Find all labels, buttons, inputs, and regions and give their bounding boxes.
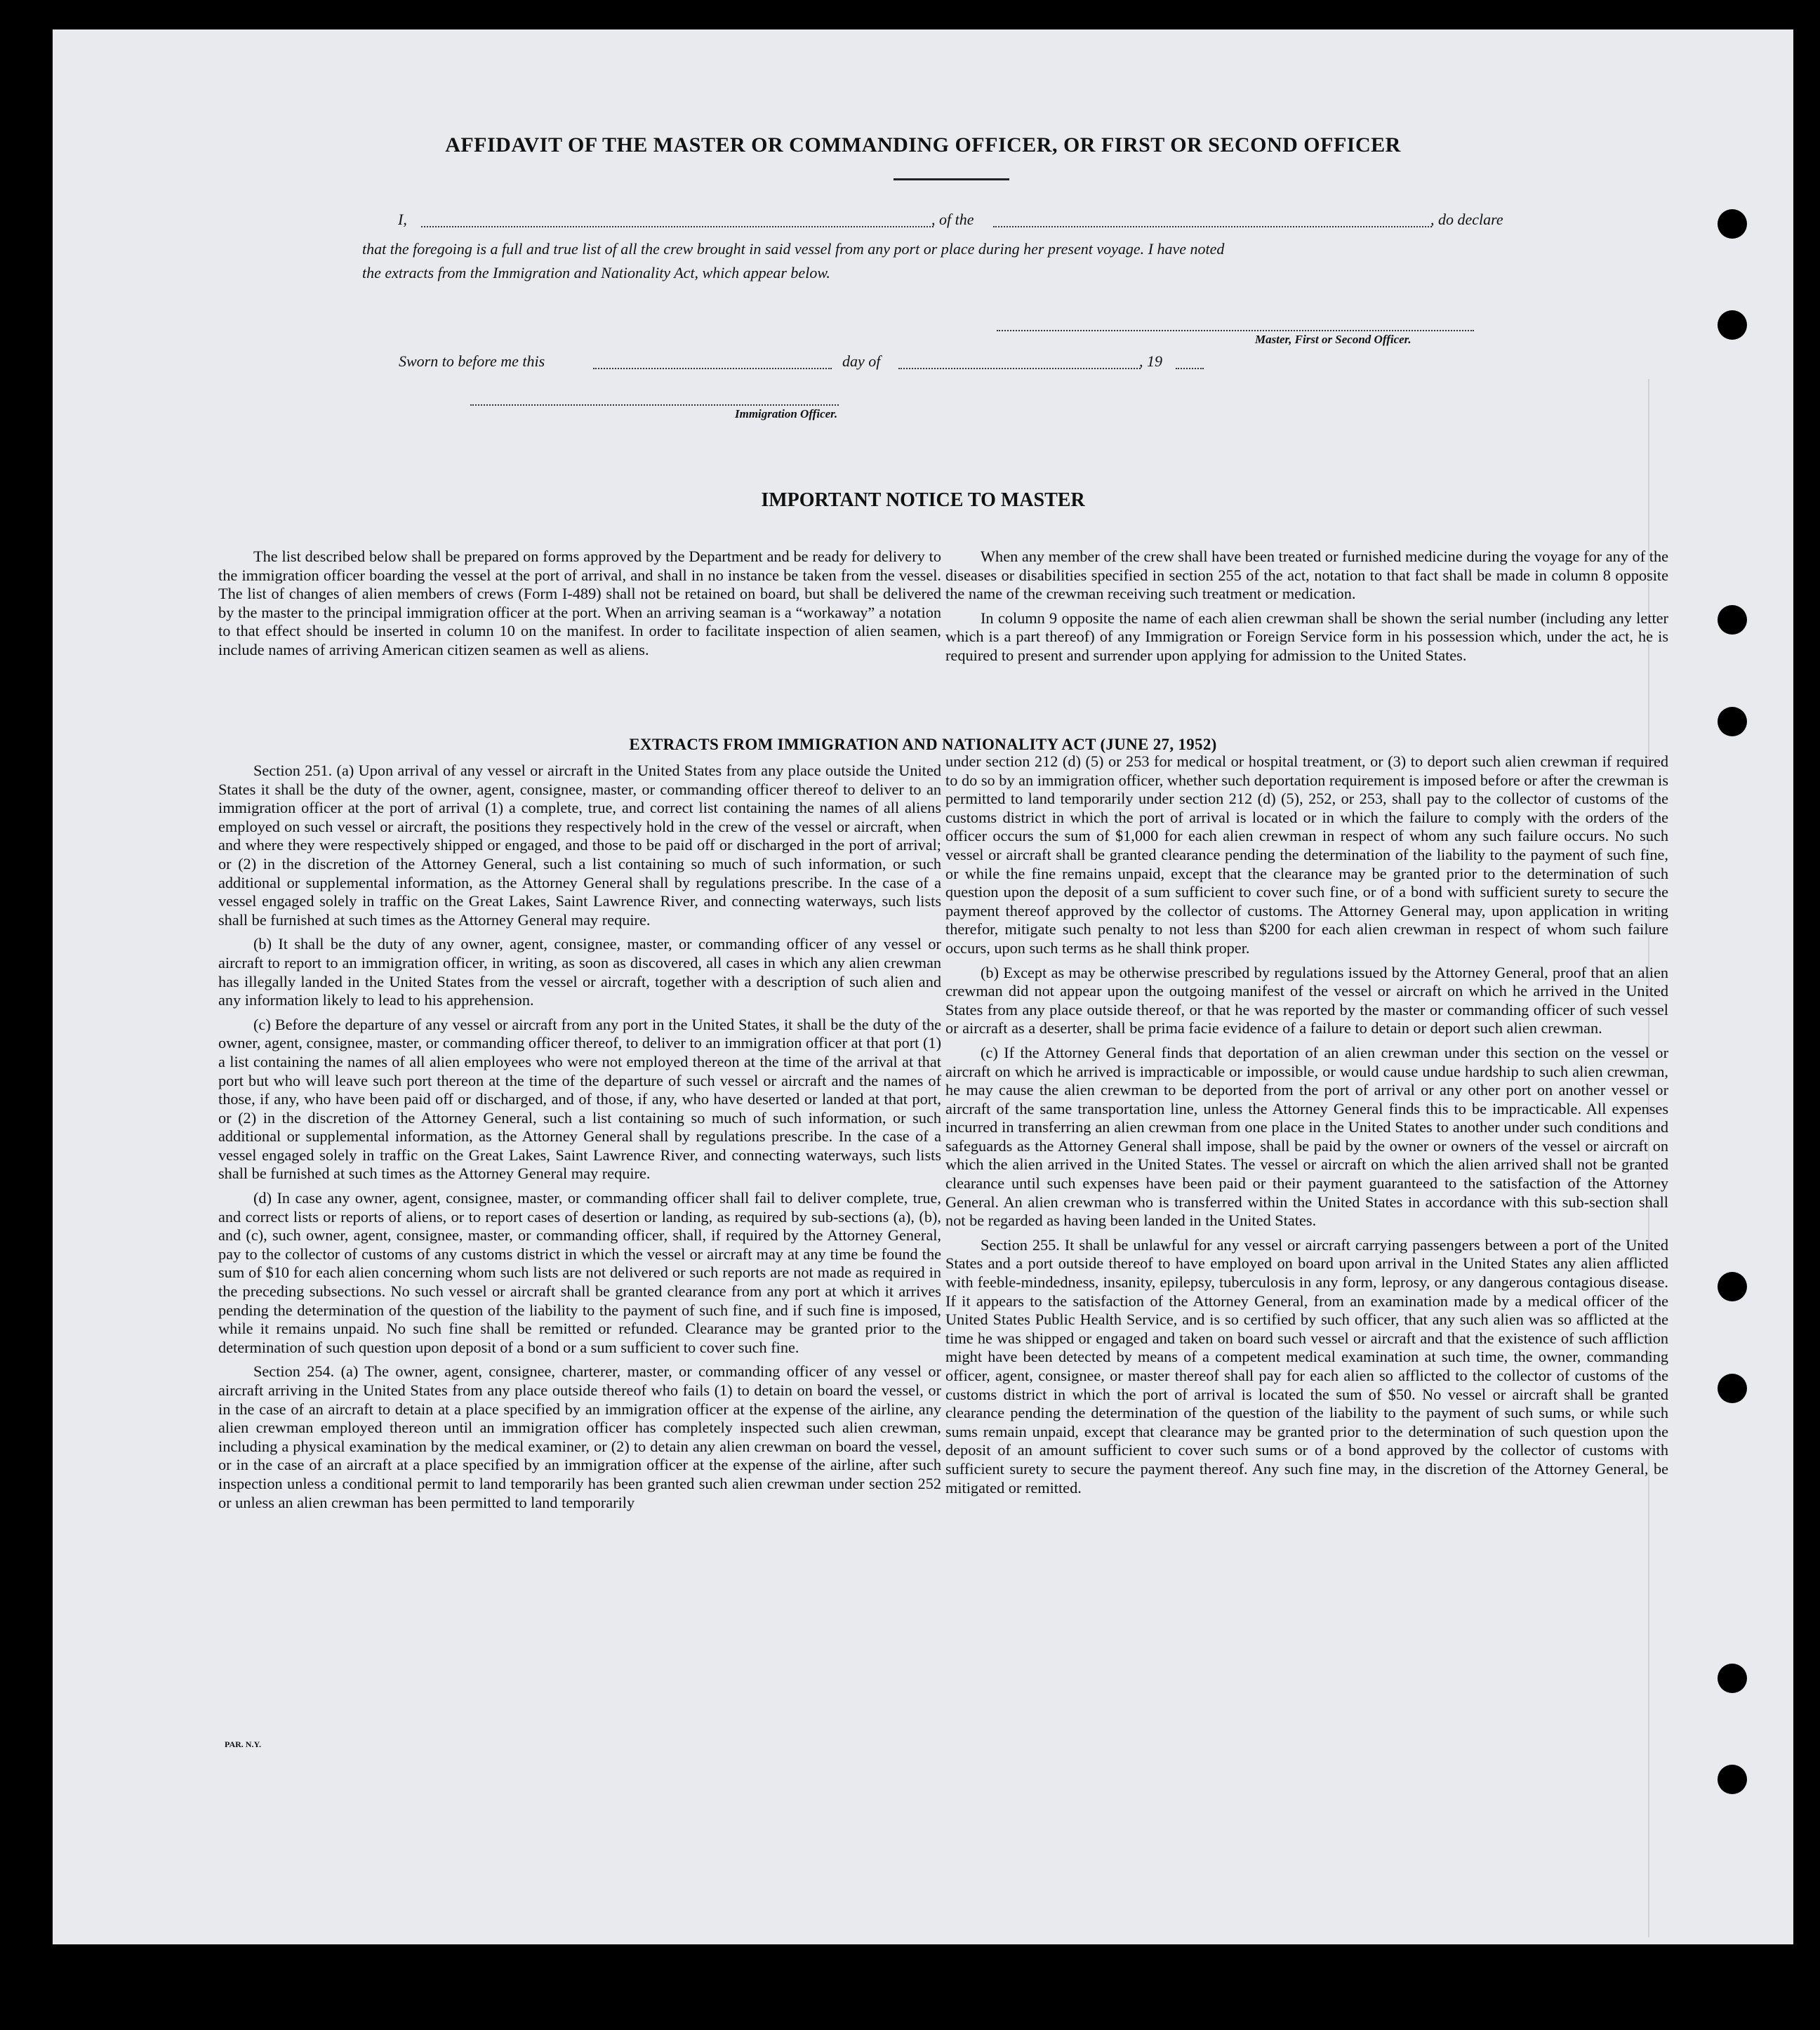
declarant-name-line[interactable] xyxy=(421,226,934,227)
document-page xyxy=(53,29,1793,1944)
punch-hole xyxy=(1718,1765,1747,1794)
printer-mark: PAR. N.Y. xyxy=(225,1739,262,1749)
declaration-statement-line1: that the foregoing is a full and true list of all the crew brought in said vessel from any port or place during her present voyage. I have noted xyxy=(362,240,1225,258)
section-251-a: Section 251. (a) Upon arrival of any vessel or aircraft in the United States from any place outside the United States it shall be the duty of the owner, agent, consignee, master, or commanding officer thereof to deliver to an immigration officer at the port of arrival (1) a complete, true, and correct list containing the names of all aliens employed on such vessel or aircraft, the positions they respectively hold in the crew of the vessel or aircraft, when and where they were respectively shipped or engaged, and those to be paid off or discharged in the port of arrival; or (2) in the discretion of the Attorney General, such a list containing so much of such information, or such additional or supplemental information, as the Attorney General shall by regulations prescribe. In the case of a vessel engaged solely in traffic on the Great Lakes, Saint Lawrence River, and connecting waterways, such lists shall be furnished at such times as the Attorney General may require. xyxy=(218,762,941,929)
sworn-month-line[interactable] xyxy=(898,368,1141,369)
section-251-d: (d) In case any owner, agent, consignee, master, or commanding officer shall fail to deliver complete, true, and correct lists or reports of aliens, or to report cases of desertion or landing, as required by sub-sections (a), (b), and (c), such owner, agent, consignee, master, or commanding officer, shall, if required by the Attorney General, pay to the collector of customs of any customs district in which the vessel or aircraft may at any time be found the sum of $10 for each alien concerning whom such lists are not delivered or such reports are not made as required in the preceding subsections. No such vessel or aircraft shall be granted clearance from any port at which it arrives pending the determination of the question of the liability to the payment of such fine, and if such fine is imposed, while it remains unpaid. No such fine shall be remitted or refunded. Clearance may be granted prior to the determination of such question upon deposit of a bond or a sum sufficient to cover such fine. xyxy=(218,1189,941,1356)
section-254-b: (b) Except as may be otherwise prescribed by regulations issued by the Attorney General, proof that an alien crewman did not appear upon the outgoing manifest of the vessel or aircraft on which he arrived in the United States from any place outside thereof, or that he was reported by the master or commanding officer of such vessel or aircraft as a deserter, shall be prima facie evidence of a failure to detain or deport such alien crewman. xyxy=(945,963,1668,1037)
day-of-label: day of xyxy=(842,352,881,370)
punch-hole xyxy=(1718,209,1747,239)
notice-title: IMPORTANT NOTICE TO MASTER xyxy=(761,489,1085,511)
section-254-a: Section 254. (a) The owner, agent, consignee, charterer, master, or commanding officer of any vessel or aircraft arriving in the United States from any place outside thereof who fails (1) to detain on board the vessel, or in the case of an aircraft to detain at a place specified by an immigration officer at the expense of the airline, any alien crewman employed thereon until an immigration officer has completely inspected such alien crewman, including a physical examination by the medical examiner, or (2) to detain any alien crewman on board the vessel, or in the case of an aircraft at a place specified by an immigration officer at the expense of the airline, after such inspection unless a conditional permit to land temporarily has been granted such alien crewman under section 252 or unless an alien crewman has been permitted to land temporarily xyxy=(218,1362,941,1511)
officer-signature-line[interactable] xyxy=(470,404,839,406)
of-the-label: , of the xyxy=(931,211,974,228)
notice-left-column xyxy=(218,548,941,665)
sworn-day-line[interactable] xyxy=(593,368,832,369)
declaration-statement-line2: the extracts from the Immigration and Nationality Act, which appear below. xyxy=(362,264,830,281)
year-label: , 19 xyxy=(1139,352,1162,370)
title-divider xyxy=(894,178,1009,180)
officer-signature-caption: Immigration Officer. xyxy=(735,407,838,420)
section-251-c: (c) Before the departure of any vessel or aircraft from any port in the United States, it shall be the duty of the owner, agent, consignee, master, or commanding officer thereof, to deliver to an immigration officer at that port (1) a list containing the names of all alien employees who were not employed thereon at the time of the arrival at that port but who will leave such port thereon at the time of the departure of such vessel or aircraft and the names of those, if any, who have been paid off or discharged, and of those, if any, who have deserted or landed at that port, or (2) in the discretion of the Attorney General, such a list containing so much of such information, or such additional or supplemental information, as the Attorney General shall by regulations prescribe. In the case of a vessel engaged solely in traffic on the Great Lakes, Saint Lawrence River, and connecting waterways, such lists shall be furnished at such times as the Attorney General may require. xyxy=(218,1015,941,1183)
punch-hole xyxy=(1718,1664,1747,1693)
vessel-name-line[interactable] xyxy=(993,226,1432,227)
section-255: Section 255. It shall be unlawful for any vessel or aircraft carrying passengers between a port of the United States and a port outside thereof to have employed on board upon arrival in the United States any alien afflicted with feeble-mindedness, insanity, epilepsy, tuberculosis in any form, leprosy, or any dangerous contagious disease. If it appears to the satisfaction of the Attorney General, from an examination made by a medical officer of the United States Public Health Service, and is so certified by such officer, that any such alien was so afflicted at the time he was shipped or engaged and taken on board such vessel or aircraft and that the existence of such affliction might have been detected by means of a competent medical examination at such time, the owner, commanding officer, agent, consignee, or master thereof shall pay for each alien so afflicted to the collector of customs of the customs district in which the port of arrival is located the sum of $50. No vessel or aircraft shall be granted clearance pending the determination of the question of the liability to the payment of such sums, or while such sums remain unpaid, except that clearance may be granted prior to the determination of such question upon the deposit of an amount sufficient to cover such sums or of a bond approved by the collector of customs with sufficient surety to secure the payment thereof. Any such fine may, in the discretion of the Attorney General, be mitigated or remitted. xyxy=(945,1235,1668,1497)
section-251-b: (b) It shall be the duty of any owner, agent, consignee, master, or commanding officer of any vessel or aircraft to report to an immigration officer, in writing, as soon as discovered, all cases in which any alien crewman has illegally landed in the United States from the vessel or aircraft, together with a description of such alien and any information likely to lead to his apprehension. xyxy=(218,935,941,1009)
punch-hole xyxy=(1718,707,1747,736)
sworn-label: Sworn to before me this xyxy=(399,352,545,370)
notice-left-paragraph: The list described below shall be prepared on forms approved by the Department and be ready for delivery to the immigration officer boarding the vessel at the port of arrival, and shall in no instance be taken from the vessel. The list of changes of alien members of crews (Form I-489) shall not be retained on board, but shall be delivered by the master to the principal immigration officer at the port. When an arriving seaman is a “workaway” a notation to that effect should be inserted in column 10 on the manifest. In order to facilitate inspection of alien seamen, include names of arriving American citizen seamen as well as aliens. xyxy=(218,548,941,658)
extracts-title: EXTRACTS FROM IMMIGRATION AND NATIONALITY ACT (JUNE 27, 1952) xyxy=(629,736,1217,753)
extracts-left-column xyxy=(218,762,941,1518)
affidavit-title: AFFIDAVIT OF THE MASTER OR COMMANDING OFFICER, OR FIRST OR SECOND OFFICER xyxy=(445,133,1401,157)
punch-hole xyxy=(1718,605,1747,635)
punch-hole xyxy=(1718,1272,1747,1301)
extracts-right-column xyxy=(945,752,1668,1503)
notice-right-paragraph-1: When any member of the crew shall have been treated or furnished medicine during the voyage for any of the diseases or disabilities specified in section 255 of the act, notation to that fact shall be made in column 8 opposite the name of the crewman receiving such treatment or medication. xyxy=(945,548,1668,603)
punch-hole xyxy=(1718,310,1747,340)
section-254-c: (c) If the Attorney General finds that deportation of an alien crewman under this section on the vessel or aircraft on which he arrived is impracticable or impossible, or would cause undue hardship to such alien crewman, he may cause the alien crewman to be deported from the port of arrival or any other port on another vessel or aircraft of the same transportation line, unless the Attorney General finds this to be impracticable. All expenses incurred in transferring an alien crewman from one place in the United States to another under such conditions and safeguards as the Attorney General shall impose, shall be paid by the owner or owners of the vessel or aircraft on which the alien arrived in the United States. The vessel or aircraft on which the alien arrived shall not be granted clearance until such expenses have been paid or their payment guaranteed to the satisfaction of the Attorney General. An alien crewman who is transferred within the United States in accordance with this sub-section shall not be regarded as having been landed in the United States. xyxy=(945,1043,1668,1230)
sworn-year-line[interactable] xyxy=(1176,368,1204,369)
declarant-label: I, xyxy=(398,211,407,228)
notice-right-paragraph-2: In column 9 opposite the name of each alien crewman shall be shown the serial number (including any letter which is a part thereof) of any Immigration or Foreign Service form in his possession which, under the act, he is required to present and surrender upon applying for admission to the United States. xyxy=(945,609,1668,664)
section-254-a-continued: under section 212 (d) (5) or 253 for medical or hospital treatment, or (3) to deport such alien crewman if required to do so by an immigration officer, whether such deportation requirement is imposed before or after the crewman is permitted to land temporarily under section 212 (d) (5), 252, or 253, shall pay to the collector of customs of the customs district in which the port of arrival is located or in which the failure to comply with the orders of the officer occurs the sum of $1,000 for each alien crewman in respect of whom any such failure occurs. No such vessel or aircraft shall be granted clearance pending the determination of the liability to the payment of such fine, or while the fine remains unpaid, except that the clearance may be granted prior to the determination of such question upon the deposit of a sum sufficient to cover such fine, or of a bond with sufficient surety to secure the payment thereof approved by the collector of customs. The Attorney General may, upon application in writing therefor, mitigate such penalty to not less than $200 for each alien crewman in respect of whom such failure occurs, upon such terms as he shall think proper. xyxy=(945,752,1668,957)
master-signature-line[interactable] xyxy=(997,330,1474,331)
master-signature-caption: Master, First or Second Officer. xyxy=(1255,333,1412,346)
punch-hole xyxy=(1718,1374,1747,1403)
notice-right-column xyxy=(945,548,1668,671)
do-declare-label: , do declare xyxy=(1430,211,1503,228)
